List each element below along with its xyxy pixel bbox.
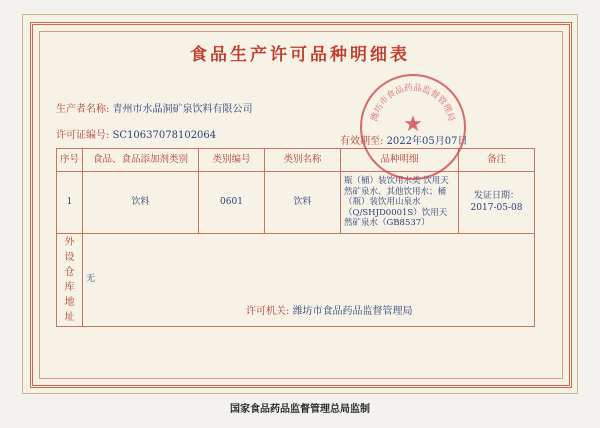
license-value: SC10637078102064: [112, 130, 217, 141]
valid-until-value: 2022年05月07日: [386, 136, 468, 147]
header-category: 食品、食品添加剂类别: [83, 149, 199, 172]
cell-detail: 瓶（桶）装饮用水类 饮用天然矿泉水、其他饮用水；桶（瓶）装饮用山泉水（Q/SHJD0001S）饮用天然矿泉水（GB8537）: [341, 172, 459, 234]
header-detail: 品种明细: [341, 149, 459, 172]
header-code: 类别编号: [199, 149, 265, 172]
official-seal: [360, 74, 466, 180]
seal-text: 潍坊市食品药品监督管理局: [369, 83, 457, 123]
producer-field: [56, 100, 253, 115]
authority-field: [246, 302, 413, 317]
authority-value: 潍坊市食品药品监督管理局: [292, 306, 413, 317]
header-remark: 备注: [459, 149, 535, 172]
cell-no: 1: [57, 172, 83, 234]
table-row: [57, 172, 535, 234]
producer-value: 青州市水晶洞矿泉饮料有限公司: [112, 104, 253, 115]
star-icon: ★: [403, 112, 423, 137]
license-field: [56, 126, 216, 141]
cell-name: 饮料: [265, 172, 341, 234]
header-no: 序号: [57, 149, 83, 172]
issuer-line: 国家食品药品监督管理总局监制: [230, 404, 370, 415]
valid-until-label: 有效期至:: [340, 136, 384, 147]
document-title: 食品生产许可品种明细表: [190, 45, 410, 65]
license-label: 许可证编号:: [56, 130, 110, 141]
warehouse-label: 外设仓库地址: [57, 234, 83, 327]
producer-label: 生产者名称:: [56, 104, 110, 115]
cell-remark: 发证日期：2017-05-08: [459, 172, 535, 234]
cell-code: 0601: [199, 172, 265, 234]
warehouse-value: 无: [83, 234, 535, 327]
cell-category: 饮料: [83, 172, 199, 234]
header-name: 类别名称: [265, 149, 341, 172]
authority-label: 许可机关:: [246, 306, 290, 317]
